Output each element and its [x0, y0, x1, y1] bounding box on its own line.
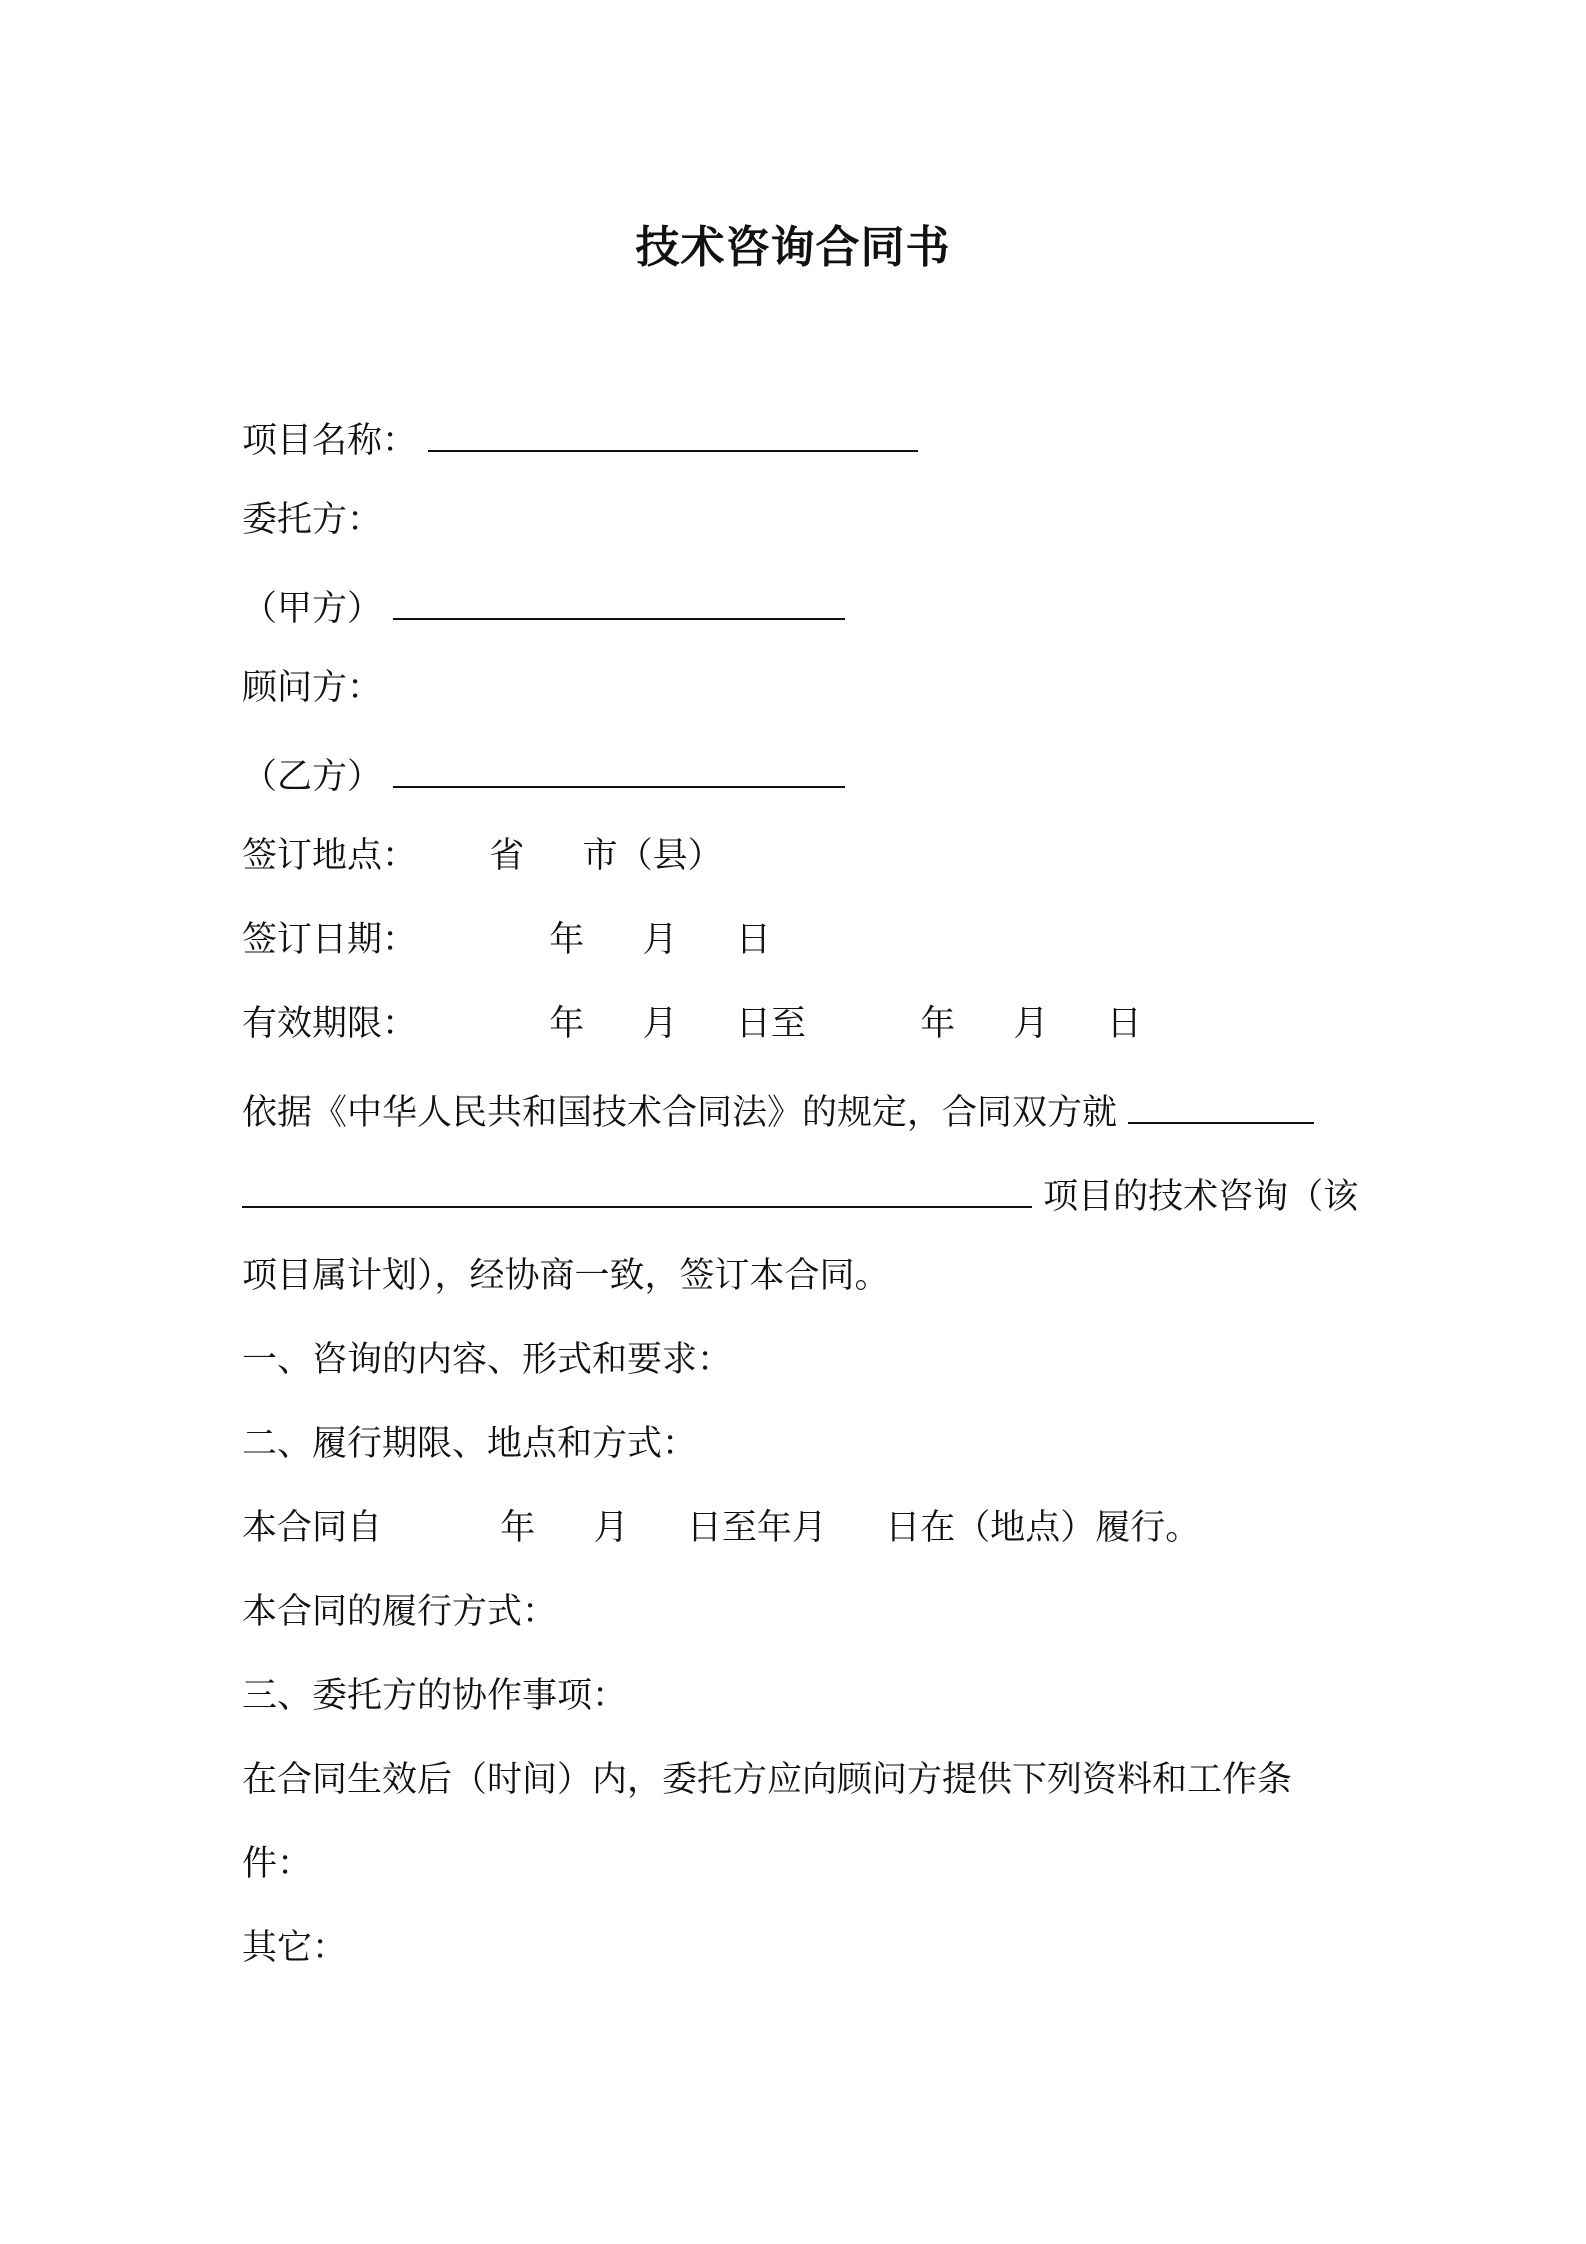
party-a-label: （甲方） [242, 589, 383, 629]
sign-date-day: 日 [735, 920, 771, 960]
period-year: 年 [500, 1508, 536, 1548]
intro-text-3: 项目属计划），经协商一致，签订本合同。 [242, 1256, 890, 1296]
client-row [242, 496, 382, 544]
intro-blank-2 [242, 1168, 1032, 1208]
sign-date-month: 月 [642, 920, 678, 960]
client-label: 委托方： [242, 500, 383, 540]
validity-year-end: 年 [920, 1004, 956, 1044]
party-b-blank [393, 748, 845, 788]
section-3-heading: 三、委托方的协作事项： [242, 1676, 628, 1716]
period-prefix: 本合同自 [242, 1508, 383, 1548]
cooperation-line-2: 件： [242, 1844, 313, 1884]
validity-day-end: 日 [1106, 1004, 1142, 1044]
intro-line-1 [242, 1084, 1314, 1137]
validity-month-end: 月 [1013, 1004, 1049, 1044]
sign-date-label: 签订日期： [242, 920, 418, 960]
consultant-row [242, 664, 382, 712]
sign-place-row [242, 832, 723, 880]
party-b-row [242, 748, 845, 801]
document-title: 技术咨询合同书 [635, 222, 951, 273]
intro-line-2 [242, 1168, 1358, 1221]
validity-row [242, 1000, 1142, 1048]
project-name-blank [428, 412, 918, 452]
intro-line-3 [242, 1252, 890, 1300]
other-row: 其它： [242, 1928, 348, 1968]
validity-year-start: 年 [549, 1004, 585, 1044]
sign-place-label: 签订地点： [242, 836, 418, 876]
party-b-label: （乙方） [242, 757, 383, 797]
period-row [242, 1504, 1200, 1552]
period-month: 月 [593, 1508, 629, 1548]
project-name-label: 项目名称： [242, 421, 418, 461]
period-suffix: 日在（地点）履行。 [885, 1508, 1201, 1548]
method-row: 本合同的履行方式： [242, 1592, 558, 1632]
intro-text-2: 项目的技术咨询（该 [1043, 1177, 1359, 1217]
intro-blank-1 [1128, 1084, 1314, 1124]
section-2-heading: 二、履行期限、地点和方式： [242, 1424, 698, 1464]
party-a-blank [393, 580, 845, 620]
sign-date-row [242, 916, 771, 964]
intro-text-1: 依据《中华人民共和国技术合同法》的规定，合同双方就 [242, 1093, 1118, 1133]
sign-place-province: 省 [489, 836, 525, 876]
period-mid: 日至年月 [686, 1508, 827, 1548]
section-1-heading: 一、咨询的内容、形式和要求： [242, 1340, 733, 1380]
sign-date-year: 年 [549, 920, 585, 960]
sign-place-city: 市（县） [582, 836, 723, 876]
party-a-row [242, 580, 845, 633]
validity-month-start: 月 [642, 1004, 678, 1044]
validity-label: 有效期限： [242, 1004, 418, 1044]
consultant-label: 顾问方： [242, 668, 383, 708]
cooperation-line-1: 在合同生效后（时间）内，委托方应向顾问方提供下列资料和工作条 [242, 1760, 1293, 1800]
project-name-row [242, 412, 918, 465]
validity-day-to: 日至 [735, 1004, 806, 1044]
